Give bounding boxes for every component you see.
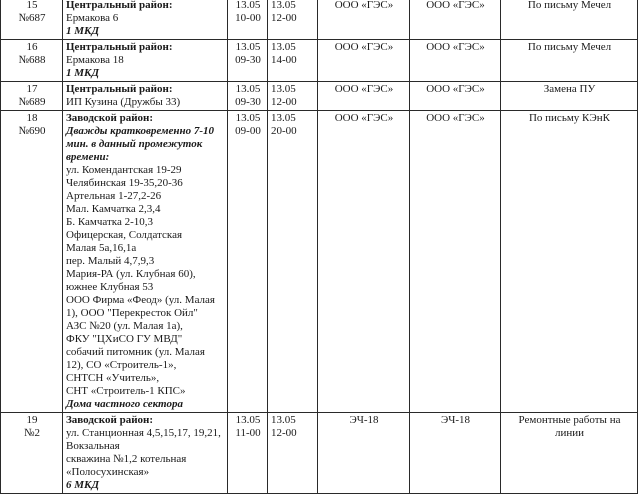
- request-code: №689: [18, 96, 46, 108]
- owner-cell: [410, 0, 501, 40]
- address-line: Мал. Камчатка 2,3,4: [66, 203, 161, 215]
- start-time: 09-30: [235, 96, 261, 108]
- address-line: собачий питомник (ул. Малая 12), СО «Строитель-1»,: [66, 346, 205, 371]
- outage-note: Дважды кратковременно 7-10 мин. в данный промежуток времени:: [66, 125, 215, 163]
- reason-cell: [501, 0, 638, 40]
- end-date: 13.05: [271, 414, 296, 426]
- executor-org: ООО «ГЭС»: [334, 0, 394, 11]
- request-code: №690: [18, 125, 46, 137]
- request-code: №687: [18, 12, 46, 24]
- district-label: Центральный район:: [66, 83, 173, 95]
- address-line: АЗС №20 (ул. Малая 1а),: [66, 320, 183, 332]
- table-row: [1, 0, 638, 40]
- address-line: Ермакова 6: [66, 12, 119, 24]
- objects-summary: 1 МКД: [66, 67, 100, 79]
- executor-cell: [318, 40, 410, 82]
- start-date: 13.05: [235, 41, 261, 53]
- row-number-cell: [1, 0, 63, 40]
- address-line: ул. Станционная 4,5,15,17, 19,21, Вокзальная: [66, 427, 221, 452]
- executor-cell: [318, 82, 410, 111]
- address-line: СНТСН «Учитель»,: [66, 372, 160, 384]
- district-label: Центральный район:: [66, 0, 173, 11]
- reason-cell: [501, 413, 638, 494]
- address-line: Мария-РА (ул. Клубная 60),: [66, 268, 196, 280]
- executor-org: ООО «ГЭС»: [334, 112, 394, 124]
- end-date: 13.05: [271, 83, 296, 95]
- executor-cell: [318, 413, 410, 494]
- row-number: 15: [26, 0, 38, 11]
- row-number: 17: [26, 83, 38, 95]
- owner-org: ООО «ГЭС»: [426, 83, 485, 95]
- start-datetime-cell: [228, 82, 268, 111]
- executor-org: ООО «ГЭС»: [334, 41, 394, 53]
- start-date: 13.05: [235, 83, 261, 95]
- reason-text: По письму Мечел: [527, 41, 612, 53]
- district-label: Центральный район:: [66, 41, 173, 53]
- owner-org: ЭЧ-18: [440, 414, 471, 426]
- end-datetime-cell: [268, 82, 318, 111]
- start-time: 10-00: [235, 12, 261, 24]
- objects-summary: 1 МКД: [66, 25, 100, 37]
- row-number-cell: [1, 82, 63, 111]
- objects-summary: Дома частного сектора: [66, 398, 183, 410]
- reason-text: Замена ПУ: [543, 83, 596, 95]
- end-time: 12-00: [271, 12, 297, 24]
- address-line: Челябинская 19-35,20-36: [66, 177, 183, 189]
- owner-org: ООО «ГЭС»: [426, 41, 485, 53]
- end-date: 13.05: [271, 0, 296, 11]
- start-date: 13.05: [235, 414, 261, 426]
- address-line: скважина №1,2 котельная «Полосухинская»: [66, 453, 187, 478]
- address-line: пер. Малый 4,7,9,3: [66, 255, 155, 267]
- start-datetime-cell: [228, 0, 268, 40]
- executor-cell: [318, 111, 410, 413]
- owner-cell: [410, 413, 501, 494]
- table-row: [1, 111, 638, 413]
- address-line: ИП Кузина (Дружбы 33): [66, 96, 181, 108]
- row-number-cell: [1, 40, 63, 82]
- row-number: 16: [26, 41, 38, 53]
- reason-text: По письму Мечел: [527, 0, 612, 11]
- start-time: 09-30: [235, 54, 261, 66]
- address-cell: [63, 40, 228, 82]
- row-number: 19: [26, 414, 38, 426]
- start-datetime-cell: [228, 40, 268, 82]
- table-body: [1, 0, 638, 494]
- row-number-cell: [1, 413, 63, 494]
- end-time: 20-00: [271, 125, 297, 137]
- end-datetime-cell: [268, 40, 318, 82]
- owner-cell: [410, 111, 501, 413]
- end-datetime-cell: [268, 0, 318, 40]
- end-time: 14-00: [271, 54, 297, 66]
- address-cell: [63, 82, 228, 111]
- address-line: Б. Камчатка 2-10,3: [66, 216, 154, 228]
- reason-cell: [501, 82, 638, 111]
- executor-org: ЭЧ-18: [349, 414, 379, 426]
- end-datetime-cell: [268, 413, 318, 494]
- executor-org: ООО «ГЭС»: [334, 83, 394, 95]
- district-label: Заводской район:: [66, 112, 154, 124]
- address-line: Артельная 1-27,2-26: [66, 190, 162, 202]
- address-line: южнее Клубная 53: [66, 281, 154, 293]
- start-date: 13.05: [235, 0, 261, 11]
- start-datetime-cell: [228, 413, 268, 494]
- table-row: [1, 40, 638, 82]
- start-time: 09-00: [235, 125, 261, 137]
- address-line: СНТ «Строитель-1 КПС»: [66, 385, 186, 397]
- end-date: 13.05: [271, 112, 296, 124]
- address-line: ООО Фирма «Феод» (ул. Малая 1), ООО "Перекресток Ойл": [66, 294, 215, 319]
- objects-summary: 6 МКД: [66, 479, 100, 491]
- address-cell: [63, 0, 228, 40]
- row-number: 18: [26, 112, 38, 124]
- address-line: Офицерская, Солдатская: [66, 229, 183, 241]
- district-label: Заводской район:: [66, 414, 154, 426]
- owner-org: ООО «ГЭС»: [426, 112, 485, 124]
- owner-org: ООО «ГЭС»: [426, 0, 485, 11]
- executor-cell: [318, 0, 410, 40]
- reason-cell: [501, 111, 638, 413]
- start-time: 11-00: [235, 427, 261, 439]
- table-row: [1, 82, 638, 111]
- end-datetime-cell: [268, 111, 318, 413]
- address-cell: [63, 111, 228, 413]
- owner-cell: [410, 82, 501, 111]
- owner-cell: [410, 40, 501, 82]
- start-datetime-cell: [228, 111, 268, 413]
- address-line: ул. Комендантская 19-29: [66, 164, 182, 176]
- request-code: №2: [24, 427, 40, 439]
- address-line: ФКУ "ЦХиСО ГУ МВД": [66, 333, 183, 345]
- end-time: 12-00: [271, 427, 297, 439]
- address-line: Ермакова 18: [66, 54, 124, 66]
- end-date: 13.05: [271, 41, 296, 53]
- table-row: [1, 413, 638, 494]
- request-code: №688: [18, 54, 46, 66]
- start-date: 13.05: [235, 112, 261, 124]
- reason-text: Ремонтные работы на линии: [518, 414, 621, 439]
- reason-text: По письму КЭнК: [528, 112, 611, 124]
- end-time: 12-00: [271, 96, 297, 108]
- address-line: Малая 5а,16,1а: [66, 242, 137, 254]
- address-cell: [63, 413, 228, 494]
- reason-cell: [501, 40, 638, 82]
- row-number-cell: [1, 111, 63, 413]
